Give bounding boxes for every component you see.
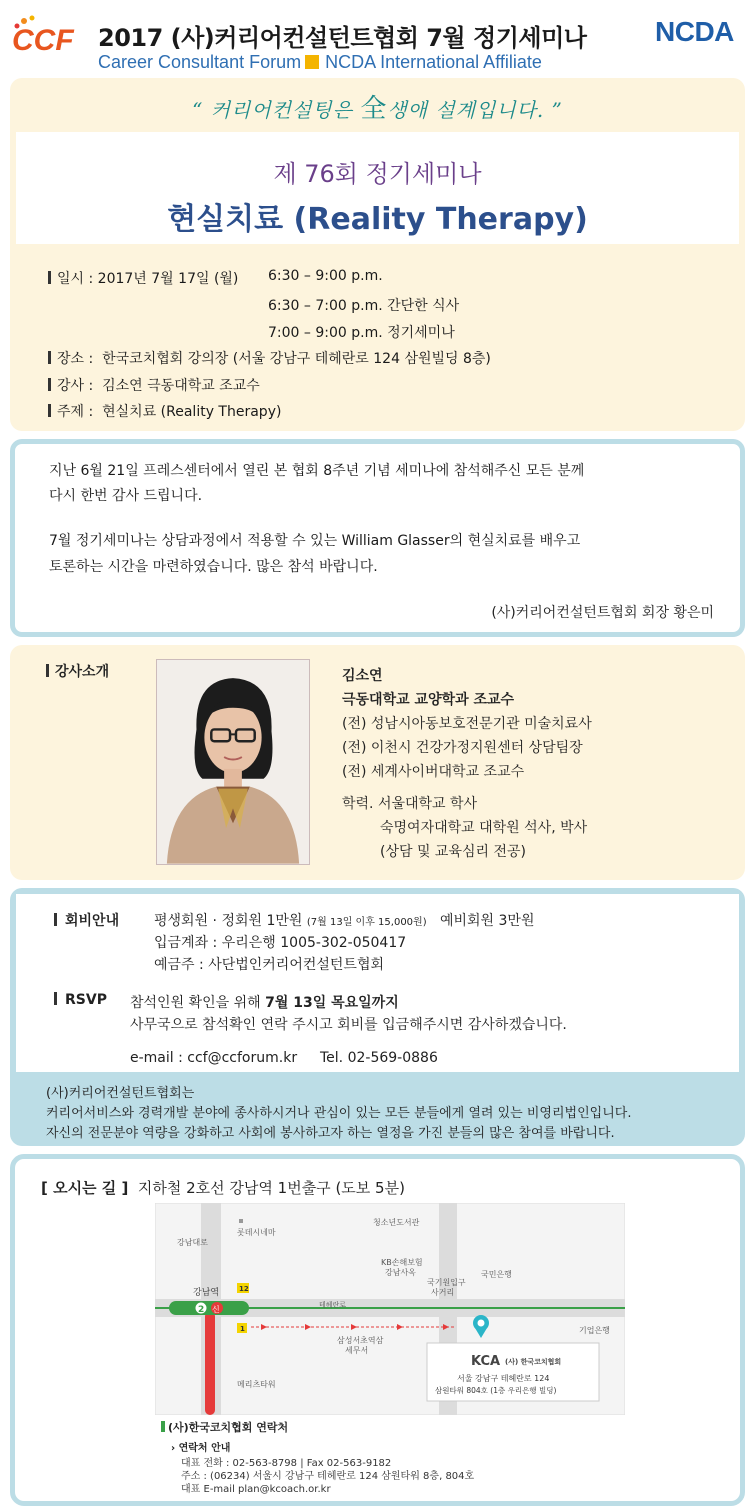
bullet-bar-icon	[48, 351, 51, 364]
instructor-education: 학력. 서울대학교 학사	[342, 796, 478, 812]
slogan	[10, 88, 745, 125]
info-time-meal: 6:30 – 7:00 p.m. 간단한 식사	[268, 298, 460, 314]
footer-line: (사)커리어컨설턴트협회는	[46, 1086, 195, 1101]
contact-email: 대표 E-mail plan@kcoach.or.kr	[181, 1484, 331, 1495]
slogan-post: 생애 설계입니다. ”	[387, 98, 563, 122]
account-holder: 예금주 : 사단법인커리어컨설턴트협회	[154, 957, 385, 973]
map-label: 메리츠타워	[237, 1380, 276, 1389]
map-label: KB손해보험	[381, 1258, 423, 1267]
kca-name: (사) 한국코치협회	[505, 1358, 562, 1366]
instructor-name: 김소연	[342, 668, 383, 684]
map-label: 강남역	[193, 1288, 220, 1298]
footer-line: 커리어서비스와 경력개발 분야에 종사하시거나 관심이 있는 모든 분들에게 열려 있는 비영리법인입니다.	[46, 1106, 632, 1121]
membership-box	[16, 894, 739, 1072]
bullet-bar-icon	[48, 378, 51, 391]
info-time-main: 6:30 – 9:00 p.m.	[268, 268, 383, 284]
line-number-label: 2	[198, 1305, 205, 1315]
line-name-label: 신	[212, 1305, 220, 1314]
map-label: 강남사옥	[385, 1268, 416, 1277]
contact-address: 주소 : (06234) 서울시 강남구 테헤란로 124 삼원타워 8층, 804호	[181, 1471, 475, 1482]
info-date: 일시 : 2017년 7월 17일 (월)	[48, 268, 238, 288]
footer-line: 자신의 전문분야 역량을 강화하고 사회에 봉사하고자 하는 열정을 가진 분들의 많은 참여를 바랍니다.	[46, 1126, 615, 1141]
greeting-message	[10, 439, 745, 637]
exit-label: 12	[239, 1285, 249, 1293]
map-label: 테헤란로	[319, 1301, 347, 1309]
map-label: 청소년도서관	[373, 1218, 420, 1227]
account-info: 입금계좌 : 우리은행 1005-302-050417	[154, 935, 407, 951]
map-label: 국민은행	[481, 1270, 512, 1279]
kca-address: 삼원타워 804호 (1층 우리은행 빌딩)	[435, 1386, 557, 1395]
fee-label: 회비안내	[54, 910, 119, 930]
ncda-logo: NCDA	[655, 16, 734, 47]
contact-title: (사)한국코치협회 연락처	[161, 1419, 288, 1435]
signature: (사)커리어컨설턴트협회 회장 황은미	[491, 605, 714, 621]
rsvp-line2: 사무국으로 참석확인 연락 주시고 회비를 입금해주시면 감사하겠습니다.	[130, 1017, 567, 1033]
directions-heading: [ 오시는 길 ] 지하철 2호선 강남역 1번출구 (도보 5분)	[41, 1179, 405, 1197]
bullet-bar-icon	[54, 992, 57, 1005]
seminar-title-box	[16, 132, 739, 244]
contact-sub: › 연락처 안내	[171, 1443, 231, 1454]
message-line: 토론하는 시간을 마련하였습니다. 많은 참석 바랍니다.	[49, 559, 378, 575]
exit-label: 1	[240, 1325, 245, 1333]
contact-tel: 대표 전화 : 02-563-8798 | Fax 02-563-9182	[181, 1458, 392, 1469]
message-line: 지난 6월 21일 프레스센터에서 열린 본 협회 8주년 기념 세미나에 참석해주신 모든 분께	[49, 463, 585, 479]
instructor-career: (전) 세계사이버대학교 조교수	[342, 764, 525, 780]
map-label: 삼성서초역삼	[337, 1336, 384, 1345]
email-text[interactable]: e-mail : ccf@ccforum.kr	[130, 1050, 298, 1066]
bullet-bar-icon	[46, 664, 49, 677]
info-lecturer: 강사 : 김소연 극동대학교 조교수	[48, 375, 260, 395]
slogan-big: 全	[360, 94, 388, 124]
location-map[interactable]	[155, 1203, 625, 1415]
bullet-bar-icon	[54, 913, 57, 926]
header	[0, 0, 756, 76]
header-subtitle	[98, 52, 542, 73]
svg-text:CCF: CCF	[12, 24, 74, 54]
tel-text: Tel. 02-569-0886	[320, 1050, 438, 1066]
kca-address: 서울 강남구 테헤란로 124	[457, 1374, 550, 1383]
square-icon	[305, 55, 319, 69]
subtitle-left: Career Consultant Forum	[98, 52, 302, 72]
rsvp-text: 참석인원 확인을 위해 7월 13일 목요일까지	[130, 995, 399, 1011]
instructor-label: 강사소개	[46, 661, 109, 681]
membership-section	[10, 888, 745, 1146]
seminar-title: 현실치료 (Reality Therapy)	[167, 202, 588, 237]
green-bar-icon	[161, 1421, 165, 1432]
bullet-bar-icon	[48, 404, 51, 417]
subtitle-right: NCDA International Affiliate	[325, 52, 542, 72]
instructor-education: (상담 및 교육심리 전공)	[380, 844, 526, 860]
instructor-education: 숙명여자대학교 대학원 석사, 박사	[380, 820, 588, 836]
map-label: 롯데시네마	[237, 1228, 276, 1237]
page-title: 2017 (사)커리어컨설턴트협회 7월 정기세미나	[98, 24, 587, 52]
map-label: 사거리	[431, 1288, 455, 1297]
ccf-logo	[10, 14, 88, 54]
kca-logo: KCA	[471, 1354, 501, 1369]
map-label: 기업은행	[579, 1326, 610, 1335]
rsvp-label: RSVP	[54, 992, 107, 1008]
message-line: 다시 한번 감사 드립니다.	[49, 488, 203, 504]
info-time-seminar: 7:00 – 9:00 p.m. 정기세미나	[268, 325, 455, 341]
info-topic: 주제 : 현실치료 (Reality Therapy)	[48, 401, 281, 421]
map-label: 국기원입구	[427, 1278, 466, 1287]
instructor-position: 극동대학교 교양학과 조교수	[342, 692, 515, 708]
slogan-pre: “ 커리어컨설팅은	[192, 98, 361, 122]
seminar-number: 제 76회 정기세미나	[273, 160, 482, 188]
info-place: 장소 : 한국코치협회 강의장 (서울 강남구 테헤란로 124 삼원빌딩 8층)	[48, 348, 491, 368]
directions-section	[10, 1154, 745, 1506]
instructor-career: (전) 이천시 건강가정지원센터 상담팀장	[342, 740, 583, 756]
instructor-section	[10, 645, 745, 880]
map-label: 강남대로	[177, 1238, 208, 1247]
bullet-bar-icon	[48, 271, 51, 284]
instructor-career: (전) 성남시아동보호전문기관 미술치료사	[342, 716, 592, 732]
message-line: 7월 정기세미나는 상담과정에서 적용할 수 있는 William Glasser의 현실치료를 배우고	[49, 533, 581, 549]
instructor-photo	[156, 659, 310, 865]
map-label: 세무서	[345, 1346, 369, 1355]
seminar-section	[10, 78, 745, 431]
fee-line: 평생회원 · 정회원 1만원 (7월 13일 이후 15,000원) 예비회원 3만원	[154, 913, 535, 929]
